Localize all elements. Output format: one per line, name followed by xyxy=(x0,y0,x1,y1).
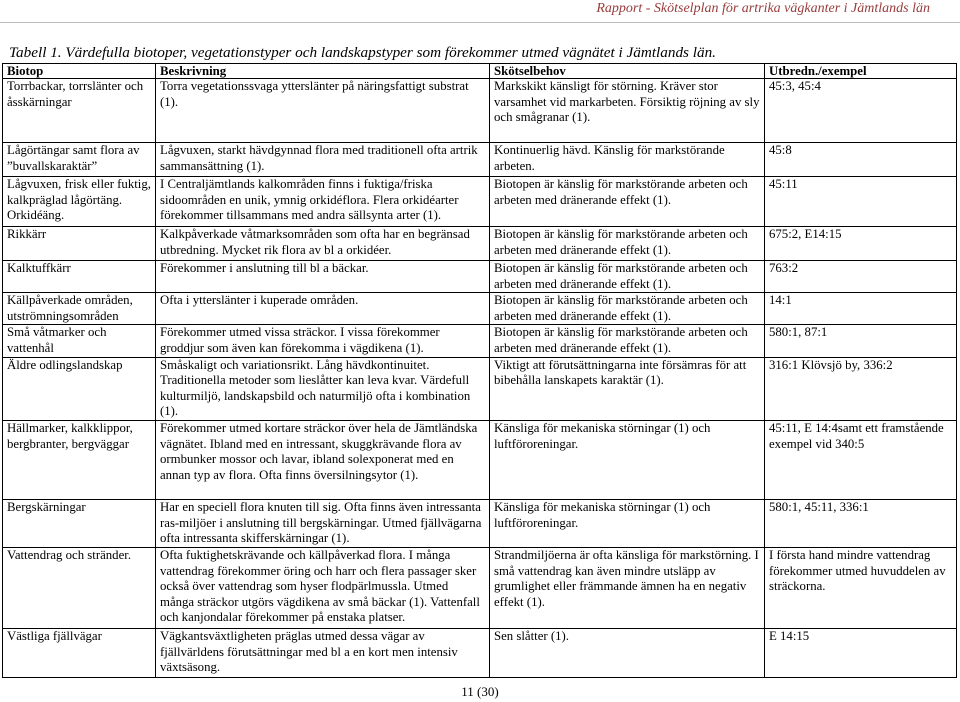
cell-beskrivning: I Centraljämtlands kalkområden finns i fuktiga/friska sidoområden en unik, ymnig orkidéflora. Flera orkidéarter förekommer tillsammans med andra sällsynta arter (1). xyxy=(156,177,490,227)
cell-beskrivning: Torra vegetationssvaga ytterslänter på näringsfattigt substrat (1). xyxy=(156,79,490,143)
column-header-skotselbehov: Skötselbehov xyxy=(490,64,765,79)
cell-beskrivning: Kalkpåverkade våtmarksområden som ofta har en begränsad utbredning. Mycket rik flora av bl a orkidéer. xyxy=(156,227,490,261)
cell-biotop: Lågvuxen, frisk eller fuktig, kalkpräglad lågörtäng. Orkidéäng. xyxy=(3,177,156,227)
cell-utbredning: 316:1 Klövsjö by, 336:2 xyxy=(765,357,957,420)
cell-biotop: Vattendrag och stränder. xyxy=(3,547,156,628)
cell-skotselbehov: Kontinuerlig hävd. Känslig för markstörande arbeten. xyxy=(490,143,765,177)
table-row xyxy=(3,143,957,177)
table-row xyxy=(3,293,957,325)
cell-beskrivning: Vägkantsväxtligheten präglas utmed dessa vägar av fjällvärldens förutsättningar med bl a en kort men intensiv växtsäsong. xyxy=(156,628,490,677)
cell-skotselbehov: Biotopen är känslig för markstörande arbeten och arbeten med dränerande effekt (1). xyxy=(490,177,765,227)
cell-biotop: Hällmarker, kalkklippor, bergbranter, bergväggar xyxy=(3,420,156,499)
cell-utbredning: I första hand mindre vattendrag förekommer utmed huvuddelen av sträckorna. xyxy=(765,547,957,628)
table-row xyxy=(3,628,957,677)
cell-skotselbehov: Biotopen är känslig för markstörande arbeten och arbeten med dränerande effekt (1). xyxy=(490,227,765,261)
cell-beskrivning: Ofta i ytterslänter i kuperade områden. xyxy=(156,293,490,325)
cell-biotop: Rikkärr xyxy=(3,227,156,261)
cell-skotselbehov: Strandmiljöerna är ofta känsliga för markstörning. I små vattendrag kan även mindre utsläpp av grumlighet eller främmande ämnen ha en negativ effekt (1). xyxy=(490,547,765,628)
table-row xyxy=(3,420,957,499)
biotope-table xyxy=(2,63,957,678)
table-row xyxy=(3,325,957,357)
cell-skotselbehov: Biotopen är känslig för markstörande arbeten och arbeten med dränerande effekt (1). xyxy=(490,261,765,293)
table-row xyxy=(3,79,957,143)
cell-skotselbehov: Biotopen är känslig för markstörande arbeten och arbeten med dränerande effekt (1). xyxy=(490,325,765,357)
table-row xyxy=(3,547,957,628)
cell-skotselbehov: Känsliga för mekaniska störningar (1) och luftföroreningar. xyxy=(490,420,765,499)
header-divider xyxy=(0,22,960,23)
cell-skotselbehov: Viktigt att förutsättningarna inte försämras för att bibehålla lanskapets karaktär (1). xyxy=(490,357,765,420)
cell-beskrivning: Förekommer utmed vissa sträckor. I vissa förekommer groddjur som även kan förekomma i vägdikena (1). xyxy=(156,325,490,357)
cell-beskrivning: Lågvuxen, starkt hävdgynnad flora med traditionell ofta artrik sammansättning (1). xyxy=(156,143,490,177)
cell-skotselbehov: Sen slåtter (1). xyxy=(490,628,765,677)
cell-skotselbehov: Biotopen är känslig för markstörande arbeten och arbeten med dränerande effekt (1). xyxy=(490,293,765,325)
cell-beskrivning: Småskaligt och variationsrikt. Lång hävdkontinuitet. Traditionella metoder som lieslåtter kan leva kvar. Värdefull kulturmiljö, landskapsbild och naturmiljö ofta i kombination (1). xyxy=(156,357,490,420)
cell-utbredning: 45:3, 45:4 xyxy=(765,79,957,143)
table-row xyxy=(3,357,957,420)
page-number: 11 (30) xyxy=(461,684,499,699)
cell-utbredning: 45:11, E 14:4samt ett framstående exempel vid 340:5 xyxy=(765,420,957,499)
table-caption: Tabell 1. Värdefulla biotoper, vegetationstyper och landskapstyper som förekommer utmed vägnätet i Jämtlands län. xyxy=(9,44,716,61)
cell-biotop: Bergskärningar xyxy=(3,499,156,547)
table-row xyxy=(3,261,957,293)
column-header-utbredning: Utbredn./exempel xyxy=(765,64,957,79)
report-header-title: Rapport - Skötselplan för artrika vägkanter i Jämtlands län xyxy=(596,1,930,16)
table-row xyxy=(3,227,957,261)
cell-utbredning: 14:1 xyxy=(765,293,957,325)
cell-biotop: Västliga fjällvägar xyxy=(3,628,156,677)
cell-beskrivning: Har en speciell flora knuten till sig. Ofta finns även intressanta ras-miljöer i anslutning till bergskärningar. Utmed fjällvägarna ofta intressanta skifferskärningar (1). xyxy=(156,499,490,547)
cell-biotop: Små våtmarker och vattenhål xyxy=(3,325,156,357)
cell-biotop: Torrbackar, torrslänter och åsskärningar xyxy=(3,79,156,143)
column-header-beskrivning: Beskrivning xyxy=(156,64,490,79)
cell-biotop: Kalktuffkärr xyxy=(3,261,156,293)
cell-utbredning: 45:11 xyxy=(765,177,957,227)
cell-beskrivning: Förekommer i anslutning till bl a bäckar. xyxy=(156,261,490,293)
cell-biotop: Äldre odlingslandskap xyxy=(3,357,156,420)
cell-beskrivning: Ofta fuktighetskrävande och källpåverkad flora. I många vattendrag förekommer öring och harr och flera passager sker också över vattendrag som hyser flodpärlmussla. Utmed många sträckor utgörs vägdikena av små bäckar (1). Vattenfall och kanjondalar förekommer på enstaka platser. xyxy=(156,547,490,628)
cell-utbredning: E 14:15 xyxy=(765,628,957,677)
cell-skotselbehov: Markskikt känsligt för störning. Kräver stor varsamhet vid markarbeten. Försiktig röjning av sly och smågranar (1). xyxy=(490,79,765,143)
cell-biotop: Källpåverkade områden, utströmningsområden xyxy=(3,293,156,325)
cell-utbredning: 580:1, 87:1 xyxy=(765,325,957,357)
cell-beskrivning: Förekommer utmed kortare sträckor över hela de Jämtländska vägnätet. Ibland med en intressant, skuggkrävande flora av ormbunker mossor och lavar, ibland solexponerat med en annan typ av flora. Ofta finns översilningsytor (1). xyxy=(156,420,490,499)
cell-utbredning: 45:8 xyxy=(765,143,957,177)
cell-skotselbehov: Känsliga för mekaniska störningar (1) och luftföroreningar. xyxy=(490,499,765,547)
table-header-row xyxy=(3,64,957,79)
table-row xyxy=(3,499,957,547)
cell-utbredning: 675:2, E14:15 xyxy=(765,227,957,261)
cell-utbredning: 580:1, 45:11, 336:1 xyxy=(765,499,957,547)
table-row xyxy=(3,177,957,227)
cell-utbredning: 763:2 xyxy=(765,261,957,293)
cell-biotop: Lågörtängar samt flora av ”buvallskaraktär” xyxy=(3,143,156,177)
column-header-biotop: Biotop xyxy=(3,64,156,79)
